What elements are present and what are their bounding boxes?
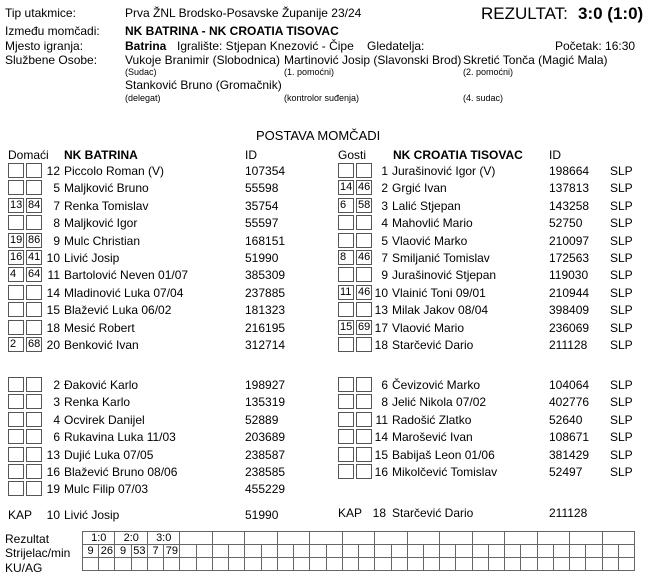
sub-out-minute-box: [338, 337, 354, 352]
player-id: 312714: [245, 338, 286, 352]
player-name: Lalić Stjepan: [392, 198, 461, 213]
player-name: Mahovlić Mario: [392, 216, 473, 231]
role-control: (kontrolor suđenja): [284, 93, 360, 103]
ku-cell: [147, 558, 163, 571]
player-name: Marošević Ivan: [392, 430, 473, 445]
player-name: Radošić Zlatko: [392, 412, 472, 427]
sub-out-minute-box: 8: [338, 250, 354, 265]
sub-out-minute-box: [338, 302, 354, 317]
player-number: 11: [375, 412, 388, 427]
result-cell: [407, 532, 439, 545]
player-id: 198664: [549, 164, 590, 178]
player-id: 402776: [549, 395, 590, 410]
player-id: 210097: [549, 233, 590, 248]
player-id: 52750: [549, 216, 583, 231]
ku-cell: [180, 558, 196, 571]
home-id-header: ID: [245, 148, 257, 162]
sub-in-minute-box: 58: [358, 198, 371, 211]
player-nationality: SLP: [610, 338, 633, 352]
player-nationality: SLP: [610, 216, 633, 231]
sub-minute-box: [8, 412, 24, 427]
away-kap-label: KAP: [338, 506, 363, 520]
sub-out-minute-box: [338, 233, 354, 248]
home-kap-id: 51990: [245, 508, 279, 522]
sub-out-minute-box: 15: [340, 320, 353, 333]
player-name: Maljković Igor: [64, 216, 138, 231]
role-delegate: (delegat): [125, 93, 161, 103]
player-number: 15: [46, 303, 60, 318]
scorer-cell: 53: [133, 544, 146, 557]
player-nationality: SLP: [610, 251, 633, 265]
player-number: 9: [53, 233, 60, 248]
sub-minute-box: [8, 429, 24, 444]
player-name: Mesić Robert: [64, 320, 135, 335]
ku-cell: [326, 558, 342, 571]
ku-cell: [342, 558, 358, 571]
player-nationality: SLP: [610, 303, 633, 318]
scorer-cell: [602, 545, 618, 558]
player-number: 5: [381, 233, 388, 248]
scorer-cell: [277, 545, 293, 558]
player-number: 11: [47, 268, 60, 283]
sub-minute-box: [8, 481, 24, 496]
sub-minute-box: [338, 447, 354, 462]
player-number: 8: [53, 216, 60, 231]
player-id: 35754: [245, 198, 279, 213]
player-name: Mulc Christian: [64, 233, 141, 248]
player-number: 13: [374, 303, 388, 318]
player-number: 12: [46, 164, 60, 178]
ku-cell: [521, 558, 537, 571]
sub-out-minute-box: 19: [10, 233, 23, 246]
player-name: Blažević Bruno 08/06: [64, 465, 178, 479]
player-number: 17: [374, 320, 388, 335]
sub-in-minute-box: 86: [28, 233, 41, 246]
scorer-cell: [359, 545, 375, 558]
player-name: Đaković Karlo: [64, 378, 139, 392]
result-cell: [440, 532, 472, 545]
footer-ku-label: KU/AG: [5, 561, 43, 575]
player-number: 16: [374, 465, 388, 479]
official-referee: Vukoje Branimir (Slobodnica): [125, 53, 280, 67]
scorer-cell: 79: [165, 544, 178, 557]
venue-town: Batrina: [125, 39, 167, 53]
player-number: 1: [381, 164, 388, 178]
player-id: 52889: [245, 412, 279, 427]
result-cell: 3:0: [147, 532, 179, 545]
player-name: Jelić Nikola 07/02: [392, 395, 487, 410]
ku-cell: [391, 558, 407, 571]
result-cell: [180, 532, 212, 545]
player-id: 119030: [549, 268, 589, 283]
scorer-cell: [391, 545, 407, 558]
player-name: Bartolović Neven 01/07: [64, 268, 189, 283]
ku-cell: [505, 558, 521, 571]
scorer-cell: [586, 545, 602, 558]
official-delegate: Stanković Bruno (Gromačnik): [125, 78, 282, 92]
result-label: REZULTAT:: [481, 4, 568, 23]
sub-minute-box: [8, 447, 24, 462]
player-name: Maljković Bruno: [64, 181, 149, 196]
result-cell: [212, 532, 244, 545]
player-nationality: SLP: [610, 164, 633, 178]
venue-label: Mjesto igranja:: [5, 39, 84, 53]
home-kap-number: 10: [46, 508, 60, 522]
player-name: Ocvirek Danijel: [64, 412, 145, 427]
player-number: 5: [53, 181, 60, 196]
player-nationality: SLP: [610, 447, 633, 462]
home-kap-name: Livić Josip: [64, 508, 120, 522]
player-number: 6: [381, 378, 388, 392]
scorer-cell: [553, 545, 569, 558]
player-id: 236069: [549, 320, 590, 335]
sub-out-minute-box: [8, 285, 24, 300]
scorer-cell: [294, 545, 310, 558]
scorer-cell: [407, 545, 423, 558]
kickoff-text: Početak: 16:30: [555, 39, 636, 53]
player-number: 4: [53, 412, 60, 427]
sub-out-minute-box: [338, 215, 354, 230]
away-kap-name: Starčević Dario: [392, 506, 474, 520]
player-nationality: SLP: [610, 430, 633, 445]
player-nationality: SLP: [610, 268, 633, 283]
scorer-cell: [196, 545, 212, 558]
score-grid: [82, 531, 635, 571]
sub-out-minute-box: [8, 163, 24, 178]
away-team-name: NK CROATIA TISOVAC: [393, 148, 523, 162]
player-number: 14: [374, 430, 388, 445]
player-number: 10: [46, 251, 60, 265]
sub-in-minute-box: 69: [358, 320, 371, 333]
result-cell: [505, 532, 537, 545]
sub-out-minute-box: 11: [338, 285, 354, 300]
sub-minute-box: [8, 377, 24, 392]
result-cell: [277, 532, 309, 545]
scorer-cell: [212, 545, 228, 558]
lineup-title: POSTAVA MOMČADI: [256, 128, 381, 143]
ku-cell: [310, 558, 326, 571]
player-number: 18: [374, 338, 388, 352]
sub-out-minute-box: 13: [10, 198, 23, 211]
scorer-cell: [180, 545, 196, 558]
sub-in-minute-box: 84: [28, 198, 41, 211]
sub-minute-box: [338, 394, 354, 409]
away-kap-id: 211128: [549, 506, 588, 520]
player-number: 6: [53, 430, 60, 445]
teams-title: NK BATRINA - NK CROATIA TISOVAC: [125, 24, 339, 38]
player-name: Dujić Luka 07/05: [64, 447, 154, 462]
officials-label: Službene Osobe:: [5, 53, 98, 67]
sub-out-minute-box: [8, 302, 24, 317]
player-id: 181323: [245, 303, 286, 318]
spectators-label: Gledatelja:: [367, 39, 425, 53]
sub-minute-box: [338, 412, 354, 427]
player-number: 10: [374, 285, 388, 300]
scorer-cell: [472, 545, 488, 558]
ku-cell: [407, 558, 423, 571]
sub-in-minute-box: 41: [28, 251, 41, 263]
player-number: 15: [374, 447, 388, 462]
player-number: 7: [381, 251, 388, 265]
player-nationality: SLP: [610, 198, 633, 213]
scorer-cell: [440, 545, 456, 558]
player-nationality: SLP: [610, 395, 633, 410]
sub-out-minute-box: 6: [338, 198, 354, 213]
scorer-cell: [537, 545, 553, 558]
player-id: 381429: [549, 447, 590, 462]
player-id: 455229: [245, 482, 286, 497]
sub-minute-box: [338, 429, 354, 444]
player-id: 52497: [549, 465, 583, 479]
player-id: 135319: [245, 395, 286, 410]
player-name: Čevizović Marko: [392, 378, 481, 392]
scorer-cell: [505, 545, 521, 558]
home-team-name: NK BATRINA: [64, 148, 138, 162]
player-id: 51990: [245, 251, 279, 265]
player-id: 137813: [549, 181, 590, 196]
ku-cell: [212, 558, 228, 571]
player-number: 16: [46, 465, 60, 479]
player-name: Grgić Ivan: [392, 181, 447, 196]
player-name: Livić Josip: [64, 251, 120, 265]
scorer-cell: [342, 545, 358, 558]
sub-in-minute-box: 68: [28, 338, 41, 350]
player-name: Babijaš Leon 01/06: [392, 447, 495, 462]
ku-cell: [488, 558, 504, 571]
player-id: 52640: [549, 412, 583, 427]
player-name: Milak Jakov 08/04: [392, 303, 489, 318]
result-cell: [570, 532, 602, 545]
ku-cell: [196, 558, 212, 571]
scorer-cell: [521, 545, 537, 558]
player-number: 8: [381, 395, 388, 410]
ku-cell: [294, 558, 310, 571]
sub-minute-box: [8, 464, 24, 479]
player-id: 168151: [245, 233, 286, 248]
player-name: Vlaović Mario: [392, 320, 465, 335]
player-nationality: SLP: [610, 285, 633, 300]
official-assistant2: Skretić Tonča (Magić Mala): [463, 53, 608, 67]
role-referee: (Sudac): [125, 67, 157, 77]
ku-cell: [229, 558, 245, 571]
ku-cell: [245, 558, 261, 571]
sub-out-minute-box: [8, 180, 24, 195]
scorer-cell: [375, 545, 391, 558]
player-name: Mladinović Luka 07/04: [64, 285, 184, 300]
footer-scorer-label: Strijelac/min: [5, 546, 71, 560]
away-kap-number: 18: [372, 506, 386, 520]
player-id: 172563: [549, 251, 590, 265]
result-cell: [375, 532, 407, 545]
result-cell: 1:0: [83, 532, 115, 545]
sub-out-minute-box: [8, 320, 24, 335]
ku-cell: [359, 558, 375, 571]
match-type-value: Prva ŽNL Brodsko-Posavske Županije 23/24: [125, 6, 362, 20]
player-id: 198927: [245, 378, 286, 392]
sub-out-minute-box: 2: [8, 337, 24, 352]
scorer-cell: 7: [147, 545, 163, 558]
scorer-cell: 9: [115, 545, 131, 558]
role-fourth: (4. sudac): [463, 93, 504, 103]
official-assistant1: Martinović Josip (Slavonski Brod): [284, 53, 462, 67]
ku-cell: [277, 558, 293, 571]
sub-out-minute-box: [8, 215, 24, 230]
player-id: 203689: [245, 430, 286, 445]
result-cell: [310, 532, 342, 545]
player-id: 398409: [549, 303, 590, 318]
player-id: 238585: [245, 465, 286, 479]
player-id: 108671: [549, 430, 590, 445]
player-id: 238587: [245, 447, 286, 462]
scorer-cell: [310, 545, 326, 558]
ku-cell: [99, 558, 115, 571]
ku-cell: [586, 558, 602, 571]
player-id: 237885: [245, 285, 286, 300]
player-name: Renka Tomislav: [64, 198, 149, 213]
player-id: 107354: [245, 164, 286, 178]
player-number: 13: [46, 447, 60, 462]
ku-cell: [553, 558, 569, 571]
player-number: 4: [381, 216, 388, 231]
role-assistant2: (2. pomoćni): [463, 67, 514, 77]
away-id-header: ID: [549, 148, 561, 162]
sub-minute-box: [338, 464, 354, 479]
ku-cell: [472, 558, 488, 571]
role-assistant1: (1. pomoćni): [284, 67, 335, 77]
result-value: 3:0 (1:0): [578, 4, 644, 23]
player-nationality: SLP: [610, 465, 633, 479]
player-name: Piccolo Roman (V): [64, 164, 165, 178]
scorer-cell: [488, 545, 504, 558]
ku-cell: [164, 558, 180, 571]
scorer-cell: 26: [100, 544, 113, 557]
player-number: 3: [381, 198, 388, 213]
player-name: Blažević Luka 06/02: [64, 303, 172, 318]
player-name: Starčević Dario: [392, 338, 474, 352]
footer-result-label: Rezultat: [5, 532, 50, 546]
result-cell: 2:0: [115, 532, 147, 545]
player-name: Smiljanić Tomislav: [392, 251, 490, 265]
ku-cell: [131, 558, 147, 571]
home-label: Domaći: [8, 148, 49, 162]
player-id: 55598: [245, 181, 279, 196]
ku-cell: [440, 558, 456, 571]
player-name: Rukavina Luka 11/03: [64, 430, 176, 445]
sub-out-minute-box: [338, 267, 354, 282]
ku-cell: [618, 558, 634, 571]
ku-cell: [261, 558, 277, 571]
player-id: 55597: [245, 216, 279, 231]
scorer-cell: [261, 545, 277, 558]
player-name: Mikolčević Tomislav: [392, 465, 498, 479]
scorer-cell: [456, 545, 472, 558]
sub-in-minute-box: 64: [28, 268, 41, 281]
sub-out-minute-box: 14: [340, 181, 353, 194]
player-number: 14: [46, 285, 60, 300]
player-id: 385309: [245, 268, 286, 283]
player-id: 216195: [245, 320, 286, 335]
player-number: 9: [381, 268, 388, 283]
player-name: Jurašinović Stjepan: [392, 268, 497, 283]
sub-minute-box: [338, 377, 354, 392]
player-name: Benković Ivan: [64, 338, 139, 352]
player-name: Renka Karlo: [64, 395, 131, 410]
result-cell: [472, 532, 504, 545]
ku-cell: [456, 558, 472, 571]
scorer-cell: [229, 545, 245, 558]
ku-cell: [423, 558, 439, 571]
result-cell: [602, 532, 634, 545]
player-number: 7: [53, 198, 60, 213]
sub-out-minute-box: 16: [10, 251, 23, 263]
player-nationality: SLP: [610, 181, 633, 196]
scorer-cell: 9: [83, 545, 99, 558]
player-id: 143258: [549, 198, 590, 213]
player-name: Mulc Filip 07/03: [64, 482, 149, 497]
sub-minute-box: [8, 394, 24, 409]
sub-out-minute-box: [338, 163, 354, 178]
between-label: Između momčadi:: [5, 24, 100, 38]
scorer-cell: [326, 545, 342, 558]
player-nationality: SLP: [610, 378, 633, 392]
match-type-label: Tip utakmice:: [5, 6, 76, 20]
player-name: Vlaović Marko: [392, 233, 468, 248]
away-label: Gosti: [338, 148, 367, 162]
player-name: Jurašinović Igor (V): [392, 164, 496, 178]
player-number: 2: [53, 378, 60, 392]
sub-in-minute-box: 46: [358, 251, 371, 263]
ku-cell: [375, 558, 391, 571]
player-nationality: SLP: [610, 233, 633, 248]
ku-cell: [537, 558, 553, 571]
player-id: 211128: [549, 338, 588, 352]
player-nationality: SLP: [610, 412, 633, 427]
scorer-cell: [245, 545, 261, 558]
home-kap-label: KAP: [8, 508, 33, 522]
player-number: 2: [381, 181, 388, 196]
ku-cell: [602, 558, 618, 571]
sub-in-minute-box: 46: [358, 285, 371, 298]
ku-cell: [115, 558, 131, 571]
player-id: 210944: [549, 285, 590, 300]
player-number: 3: [53, 395, 60, 410]
result-cell: [537, 532, 569, 545]
pitch-text: Igralište: Stjepan Knezović - Čipe: [177, 39, 354, 53]
player-id: 104064: [549, 378, 590, 392]
ku-cell: [83, 558, 99, 571]
player-nationality: SLP: [610, 320, 633, 335]
player-number: 19: [46, 482, 60, 497]
sub-out-minute-box: 4: [8, 267, 24, 282]
scorer-cell: [570, 545, 586, 558]
player-name: Vlainić Toni 09/01: [392, 285, 486, 300]
player-number: 20: [46, 338, 60, 352]
scorer-cell: [423, 545, 439, 558]
result-cell: [245, 532, 277, 545]
result-cell: [342, 532, 374, 545]
player-number: 18: [46, 320, 60, 335]
ku-cell: [570, 558, 586, 571]
scorer-cell: [618, 545, 634, 558]
sub-in-minute-box: 46: [358, 181, 371, 194]
